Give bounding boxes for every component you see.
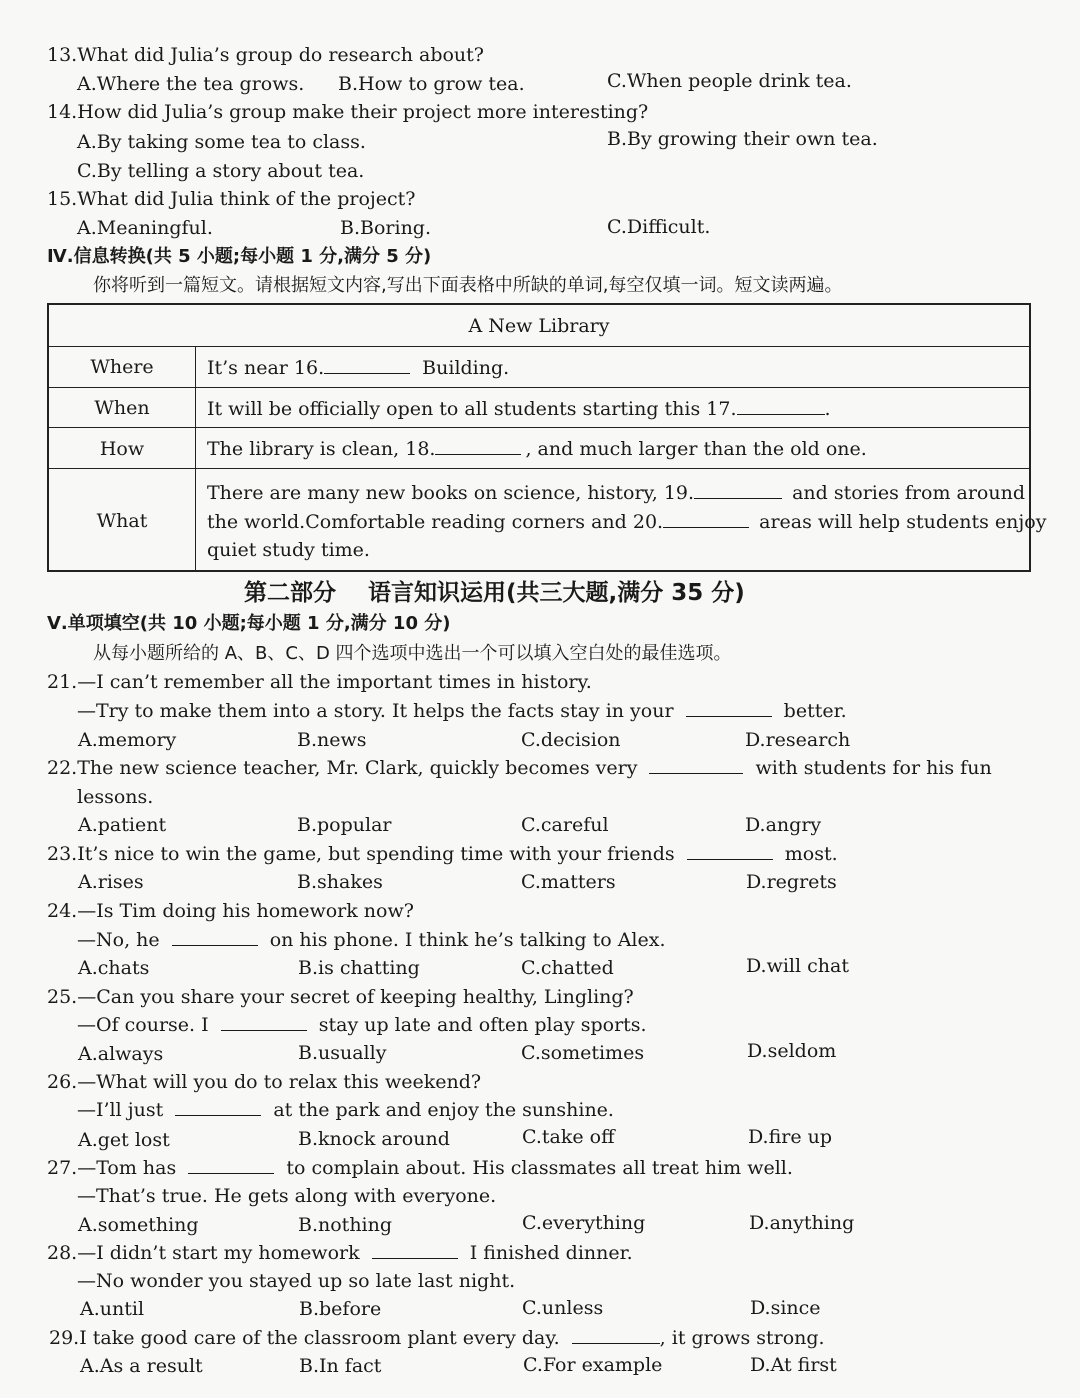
question-25-option-b[interactable]: B.usually — [298, 1042, 387, 1064]
question-25-line2 — [77, 1012, 647, 1038]
answer-blank-25[interactable] — [221, 1012, 307, 1031]
row-text-when — [207, 396, 831, 422]
answer-blank-24[interactable] — [172, 927, 258, 946]
question-29-option-a[interactable]: A.As a result — [80, 1355, 203, 1377]
row-text-what-line1 — [207, 480, 1025, 506]
question-22-option-b[interactable]: B.popular — [297, 814, 392, 836]
answer-blank-26[interactable] — [175, 1097, 261, 1116]
question-24-line2 — [77, 927, 666, 953]
answer-blank-18[interactable] — [435, 436, 521, 455]
question-text-part: at the park and enjoy the sunshine. — [273, 1099, 614, 1121]
section-4-instruction: 你将听到一篇短文。请根据短文内容,写出下面表格中所缺的单词,每空仅填一词。短文读两遍。 — [93, 275, 843, 296]
question-text-part: 27.—Tom has — [47, 1157, 177, 1179]
row-text-how — [207, 436, 867, 462]
question-21-option-c[interactable]: C.decision — [521, 729, 621, 751]
section-5-title: Ⅴ.单项填空(共 10 小题;每小题 1 分,满分 10 分) — [47, 613, 451, 634]
info-table — [47, 303, 1047, 572]
question-21-option-a[interactable]: A.memory — [78, 729, 177, 751]
row-text-part: the world.Comfortable reading corners and 20. — [207, 511, 664, 533]
question-15-option-c[interactable]: C.Difficult. — [607, 216, 711, 238]
table-column-divider — [195, 346, 196, 570]
question-23-option-d[interactable]: D.regrets — [746, 871, 837, 893]
question-text-part: with students for his fun — [755, 757, 992, 779]
question-text-part: 29.I take good care of the classroom plant every day. — [49, 1327, 560, 1349]
question-text-part: —Of course. I — [77, 1014, 209, 1036]
answer-blank-17[interactable] — [737, 396, 825, 415]
answer-blank-23[interactable] — [687, 841, 773, 860]
question-13-option-b[interactable]: B.How to grow tea. — [338, 73, 525, 95]
question-24-option-d[interactable]: D.will chat — [746, 955, 849, 977]
answer-blank-28[interactable] — [372, 1240, 458, 1259]
row-text-what-line3: quiet study time. — [207, 539, 370, 561]
answer-blank-16[interactable] — [324, 355, 410, 374]
answer-blank-22[interactable] — [649, 755, 743, 774]
question-text-part: to complain about. His classmates all treat him well. — [286, 1157, 793, 1179]
question-29-line1 — [49, 1325, 825, 1351]
row-text-part: . — [824, 398, 831, 420]
question-21-option-b[interactable]: B.news — [297, 729, 367, 751]
row-text-part: areas will help students enjoy — [759, 511, 1047, 533]
question-28-option-b[interactable]: B.before — [299, 1298, 382, 1320]
table-divider — [49, 427, 1029, 428]
question-text-part: 22.The new science teacher, Mr. Clark, quickly becomes very — [47, 757, 638, 779]
answer-blank-29[interactable] — [572, 1325, 660, 1344]
question-text-part: —Try to make them into a story. It helps the facts stay in your — [77, 700, 674, 722]
table-divider — [49, 468, 1029, 469]
table-title: A New Library — [468, 315, 610, 337]
question-28-option-a[interactable]: A.until — [80, 1298, 145, 1320]
row-text-part: and stories from around — [792, 482, 1025, 504]
answer-blank-27[interactable] — [188, 1155, 274, 1174]
question-28-option-c[interactable]: C.unless — [522, 1297, 604, 1319]
question-24-line1: 24.—Is Tim doing his homework now? — [47, 900, 414, 922]
question-21-line1: 21.—I can’t remember all the important times in history. — [47, 671, 592, 693]
table-divider — [49, 346, 1029, 347]
row-text-part: , and much larger than the old one. — [525, 438, 867, 460]
question-text-part: , it grows strong. — [659, 1327, 825, 1349]
question-27-option-a[interactable]: A.something — [78, 1214, 199, 1236]
row-text-part: Building. — [422, 357, 510, 379]
question-21-option-d[interactable]: D.research — [745, 729, 851, 751]
question-26-option-c[interactable]: C.take off — [522, 1126, 615, 1148]
row-text-where — [207, 355, 509, 381]
row-text-what-line2 — [207, 509, 1046, 535]
row-text-part: It’s near 16. — [207, 357, 325, 379]
question-24-option-c[interactable]: C.chatted — [521, 957, 614, 979]
question-text-part: most. — [784, 843, 838, 865]
question-27-line1 — [47, 1155, 793, 1181]
question-28-line1 — [47, 1240, 633, 1266]
question-25-option-c[interactable]: C.sometimes — [521, 1042, 645, 1064]
question-22-option-a[interactable]: A.patient — [78, 814, 167, 836]
part-2-title: 第二部分 语言知识运用(共三大题,满分 35 分) — [244, 580, 745, 606]
question-15-option-a[interactable]: A.Meaningful. — [77, 217, 213, 239]
row-text-part: It will be officially open to all students starting this 17. — [207, 398, 737, 420]
row-label-when: When — [94, 397, 150, 419]
question-27-option-c[interactable]: C.everything — [522, 1212, 646, 1234]
question-15-stem: 15.What did Julia think of the project? — [47, 188, 416, 210]
question-22-option-d[interactable]: D.angry — [745, 814, 822, 836]
question-23-option-b[interactable]: B.shakes — [297, 871, 383, 893]
question-26-option-a[interactable]: A.get lost — [78, 1129, 170, 1151]
row-text-part: The library is clean, 18. — [207, 438, 436, 460]
row-label-what: What — [96, 510, 148, 532]
question-14-option-b[interactable]: B.By growing their own tea. — [607, 128, 878, 150]
question-text-part: on his phone. I think he’s talking to Alex. — [269, 929, 666, 951]
question-13-stem: 13.What did Julia’s group do research about? — [47, 44, 484, 66]
row-label-how: How — [99, 438, 145, 460]
section-4-title: Ⅳ.信息转换(共 5 小题;每小题 1 分,满分 5 分) — [47, 246, 432, 267]
question-27-option-d[interactable]: D.anything — [749, 1212, 855, 1234]
question-24-option-b[interactable]: B.is chatting — [298, 957, 420, 979]
question-text-part: 23.It’s nice to win the game, but spending time with your friends — [47, 843, 675, 865]
question-13-option-a[interactable]: A.Where the tea grows. — [77, 73, 305, 95]
question-text-part: 28.—I didn’t start my homework — [47, 1242, 360, 1264]
question-15-option-b[interactable]: B.Boring. — [340, 217, 432, 239]
question-27-option-b[interactable]: B.nothing — [298, 1214, 393, 1236]
question-26-option-d[interactable]: D.fire up — [748, 1126, 833, 1148]
question-23-line1 — [47, 841, 838, 867]
question-25-line1: 25.—Can you share your secret of keeping healthy, Lingling? — [47, 986, 634, 1008]
question-25-option-d[interactable]: D.seldom — [747, 1040, 837, 1062]
question-26-line1: 26.—What will you do to relax this weekend? — [47, 1071, 482, 1093]
question-29-option-c[interactable]: C.For example — [523, 1354, 663, 1376]
question-text-part: —No, he — [77, 929, 160, 951]
answer-blank-20[interactable] — [663, 509, 749, 528]
row-text-part: There are many new books on science, history, 19. — [207, 482, 695, 504]
question-26-option-b[interactable]: B.knock around — [298, 1128, 450, 1150]
question-text-part: —I’ll just — [77, 1099, 164, 1121]
question-24-option-a[interactable]: A.chats — [78, 957, 150, 979]
question-28-option-d[interactable]: D.since — [750, 1297, 821, 1319]
question-21-line2 — [77, 698, 847, 724]
question-27-line2: —That’s true. He gets along with everyone. — [77, 1185, 497, 1207]
question-26-line2 — [77, 1097, 614, 1123]
question-29-option-d[interactable]: D.At first — [750, 1354, 837, 1376]
question-14-stem: 14.How did Julia’s group make their project more interesting? — [47, 101, 649, 123]
answer-blank-21[interactable] — [686, 698, 772, 717]
question-23-option-c[interactable]: C.matters — [521, 871, 616, 893]
question-text-part: I finished dinner. — [469, 1242, 633, 1264]
question-23-option-a[interactable]: A.rises — [78, 871, 144, 893]
question-text-part: better. — [783, 700, 847, 722]
question-22-line2: lessons. — [77, 786, 154, 808]
row-label-where: Where — [90, 356, 154, 378]
question-25-option-a[interactable]: A.always — [78, 1043, 164, 1065]
question-22-line1 — [47, 755, 992, 781]
question-13-option-c[interactable]: C.When people drink tea. — [607, 70, 852, 92]
question-28-line2: —No wonder you stayed up so late last night. — [77, 1270, 516, 1292]
answer-blank-19[interactable] — [694, 480, 782, 499]
question-14-option-a[interactable]: A.By taking some tea to class. — [77, 131, 366, 153]
section-5-instruction: 从每小题所给的 A、B、C、D 四个选项中选出一个可以填入空白处的最佳选项。 — [93, 643, 732, 664]
question-29-option-b[interactable]: B.In fact — [299, 1355, 382, 1377]
question-text-part: stay up late and often play sports. — [318, 1014, 647, 1036]
table-divider — [49, 387, 1029, 388]
question-14-option-c[interactable]: C.By telling a story about tea. — [77, 160, 365, 182]
question-22-option-c[interactable]: C.careful — [521, 814, 609, 836]
